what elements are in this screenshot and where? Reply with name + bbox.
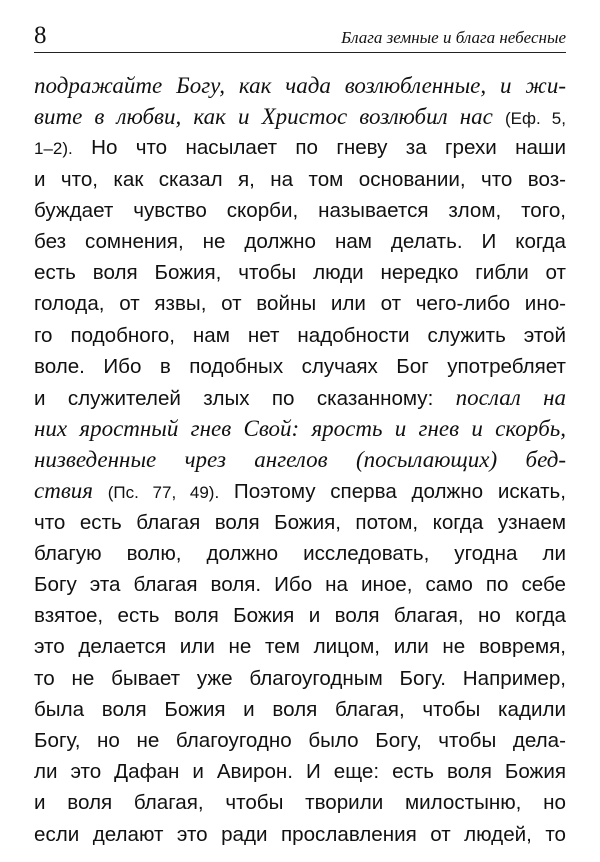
line-text: Но что насылает по гневу за грехи наши (91, 136, 566, 160)
scripture-reference: (Пс. 77, 49). (107, 483, 220, 503)
text-line-25: если делают это ради прославления от людей, то (34, 822, 566, 846)
text-line-6: без сомнения, не должно нам делать. И когда (34, 229, 566, 253)
body-text (34, 70, 566, 850)
italic-quote: вите в любви, как и Христос возлюбил нас (34, 104, 493, 130)
scripture-reference: (Еф. 5, (504, 109, 566, 129)
text-line-4: и что, как сказал я, на том основании, что воз- (34, 167, 566, 191)
italic-quote: низведенные чрез ангелов (посылающих) бед- (34, 447, 566, 473)
text-line-22: Богу, но не благоугодно было Богу, чтобы дела- (34, 728, 566, 752)
italic-quote: подражайте Богу, как чада возлюбленные, и жи- (34, 73, 566, 98)
line-text: и служителей злых по сказанному: (34, 386, 434, 410)
page-header (34, 22, 566, 53)
text-line-19: это делается или не тем лицом, или не вовремя, (34, 635, 566, 659)
italic-quote: них яростный гнев Свой: ярость и гнев и скорбь, (34, 416, 566, 442)
text-line-3 (34, 132, 566, 163)
text-line-11 (34, 382, 566, 413)
italic-quote: послал на (455, 384, 566, 410)
text-line-20: то не бывает уже благоугодным Богу. Например, (34, 666, 566, 690)
text-line-16: благую волю, должно исследовать, угодна ли (34, 541, 566, 565)
page-number: 8 (34, 22, 47, 49)
text-line-17: Богу эта благая воля. Ибо на иное, само по себе (34, 573, 566, 596)
text-line-10: воле. Ибо в подобных случаях Бог употребляет (34, 354, 566, 378)
line-text: Поэтому сперва должно искать, (233, 480, 566, 504)
text-line-9: го подобного, нам нет надобности служить этой (34, 323, 566, 347)
italic-quote: ствия (34, 478, 93, 504)
text-line-21: была воля Божия и воля благая, чтобы кадили (34, 697, 566, 721)
text-line-18: взятое, есть воля Божия и воля благая, но когда (34, 604, 566, 628)
text-line-23: ли это Дафан и Авирон. И еще: есть воля Божия (34, 760, 566, 784)
text-line-14 (34, 475, 566, 506)
text-line-24: и воля благая, чтобы творили милостыню, но (34, 791, 566, 815)
text-line-15: что есть благая воля Божия, потом, когда узнаем (34, 510, 566, 534)
text-line-13 (34, 444, 566, 475)
scripture-reference: 1–2). (34, 139, 73, 159)
text-line-1 (34, 70, 566, 101)
text-line-7: есть воля Божия, чтобы люди нередко гибли от (34, 261, 566, 285)
text-line-8: голода, от язвы, от войны или от чего-либо ино- (34, 292, 566, 316)
running-title: Блага земные и блага небесные (335, 28, 566, 48)
text-line-5: буждает чувство скорби, называется злом, того, (34, 198, 566, 222)
text-line-2 (34, 101, 566, 132)
text-line-12 (34, 413, 566, 444)
